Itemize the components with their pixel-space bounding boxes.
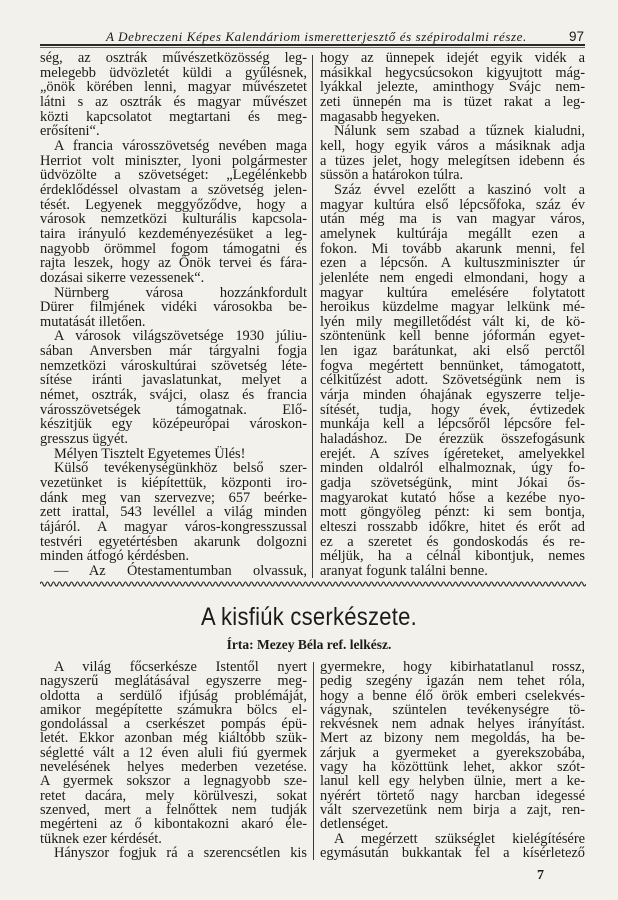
text-line: taira irányuló kezdeményezésüket a leg- [40,225,307,242]
text-line: nagyobb örömmel fogom támogatni és [40,240,307,257]
text-line: szenved, mert a felnőttek nem tudják [40,801,307,818]
text-line: dozásai sikerre vezessenek“. [40,269,205,286]
text-line: sítése iránti javaslatunkat, melyet a [40,372,307,389]
text-line: kell, hogy egyik város a másiknak adja [320,137,585,154]
text-line: vált szervezetünk nem birja a zajt, ren- [320,801,585,818]
text-line: ség, az osztrák művészetközösség leg- [40,50,307,66]
text-line: haladáshoz. De érezzük összefogásunk [320,431,585,448]
text-line: Herriot volt miniszter, lyoni polgármester [40,152,307,169]
text-line: méljük, ha a célnál kibontjuk, nemes [320,548,585,565]
text-line: gyermekre, hogy kibirhatatlanul rossz, [320,659,585,675]
text-line: tését. Legyenek meggyőződve, hogy a [40,196,307,213]
text-line: munkája kell a lépcsőről lépcsőre fel- [320,416,585,433]
text-line: A városok világszövetsége 1930 júliu- [54,328,307,345]
text-line: erősíteni“. [40,123,100,140]
paragraph [40,564,307,579]
text-line: célkitűzést adott. Szövetségünk nem is [320,372,585,389]
paragraph [320,183,585,579]
text-line: lyákkal jelezte, aminthogy Svájc nem- [320,79,585,96]
text-line: Nürnberg városa hozzánkfordult [54,284,307,301]
text-line: gadja szövetségünk, mint Jókai ős- [320,475,585,492]
text-line: dánk meg van szervezve; 657 beérke- [40,489,307,506]
column-divider-bottom [313,662,314,860]
header-rule [40,44,585,46]
text-line: elteszi rosszabb időkre, hitet és erőt ad [320,519,585,535]
text-line: fogva megértett bennünket, támogatott, [320,357,585,374]
page-number-bottom: 7 [537,868,544,883]
text-line: zett irattal, 543 levéllel a világ minden [40,504,307,521]
text-line: városszövetségek támogatnak. Elő- [40,401,307,418]
text-line: nevelésének helyes mederben vezetése. [40,759,307,776]
text-line: vezetünket is kiépítettük, központi iro- [40,475,307,492]
text-line: A francia városszövetség nevében maga [54,137,307,154]
text-line: gondolással a cserkészet pompás épü- [40,716,307,733]
text-line: aranyat fogunk találni benne. [320,562,488,579]
text-line: letét. Ekkor azonban még kiáltóbb szük- [40,730,307,747]
paragraph [40,329,307,446]
paragraph [40,51,307,139]
text-line: német, osztrák, svájci, olasz és francia [40,387,307,404]
text-line: retet dacára, mely körülveszi, sokat [40,787,307,804]
text-line: vágynak, szüntelen tevékenységre tö- [320,701,585,718]
text-line: fokon. Mi tovább akarunk menni, fel [320,240,585,257]
text-line: vagy ha közöttünk lehet, akkor szót- [320,759,585,776]
text-line: minden átfogó kérdésben. [40,548,190,565]
text-line: testvéri egyetértésben akarunk dolgozni [40,533,307,550]
paragraph [320,832,585,861]
text-line: hogy a benne élő örök emberi cselekvés- [320,687,585,704]
text-line: amelynek kultúrája megállt ezen a [320,225,585,242]
text-line: magyarokat kutató hőse a kezébe nyo- [320,489,585,506]
text-line: ezen a lépcsőn. A kultuszminiszter úr [320,255,585,272]
text-line: magyar kultúra emelésére folytatott [320,284,585,301]
column-divider-top [312,55,313,578]
text-line: magasabb hegyeken. [320,108,440,125]
text-line: a tüzes jelet, hogy melegítsen idebenn és [320,152,585,169]
text-line: zárjuk a gyermeket a gyerekszobába, [320,744,585,761]
text-line: detlenséget. [320,816,389,833]
text-line: magyar kultúra első lépcsőfoka, száz év [320,196,585,213]
text-line: rajta leszek, hogy az Önök tervei és fára- [40,255,307,272]
paragraph [320,124,585,183]
running-header-title: A Debreczeni Képes Kalendáriom ismeretterjesztő és szépirodalmi része. [106,29,527,44]
text-line: nemzetközi városkultúrai szövetség léte- [40,357,307,374]
article-byline: Írta: Mezey Béla ref. lelkész. [226,637,392,652]
text-line: sában Anversben már tárgyalni fogja [40,343,307,360]
text-line: után még ma is van magyar város, [320,211,585,228]
text-line: Száz évvel ezelőtt a kaszinó volt a [334,181,585,198]
text-line: „önök körében lenni, magyar művészetet [40,79,307,96]
paragraph [320,660,585,832]
wavy-divider [40,579,586,589]
text-line: tüknek ezer kérdését. [40,830,162,847]
text-line: Nálunk sem szabad a tűznek kialudni, [334,123,585,140]
text-line: zeti ünnepén ma is tüzet rakat a leg- [320,93,585,110]
text-line: melegebb üdvözletét küldi a gyűlésnek, [40,64,307,81]
text-line: ez a szeretet és gondoskodás és re- [320,533,585,550]
article-title: A kisfiúk cserkészete. [200,603,418,631]
text-line: nyérért törtető nagy harcban idegessé [320,787,585,804]
text-line: minden oldalról elhalmoznak, úgy fo- [320,460,585,477]
text-line: hogy az ünnepek idejét egyik vidék a [320,50,585,66]
text-line: lanul kell egy helyben ülnie, mert a ke- [320,773,585,790]
paragraph [40,660,307,846]
running-header [40,29,584,45]
text-line: A megérzett szükséglet kielégítésére [334,830,585,847]
text-line: A világ főcserkésze Istentől nyert [54,659,307,675]
text-line: Hányszor fogjuk rá a szerencsétlen kis [54,844,307,861]
header-rule-thin [40,47,585,48]
text-line: A gyermek sokszor a legnagyobb sze- [40,773,307,790]
text-line: amikor megépítette számukra bölcs el- [40,701,307,718]
column-bottom-right [320,660,585,860]
page-number-top: 97 [568,29,584,44]
paragraph [40,846,307,860]
text-line: üdvözölte a szövetséget: „Legélénkebb [40,167,307,184]
text-line: Dürer filmjének vidéki városokba be- [40,299,307,316]
text-line: ségletté vált a 12 éven aluli fiú gyermek [40,744,307,761]
text-line: erejét. A szíves ígéreteket, amelyekkel [320,445,585,462]
text-line: Mélyen Tisztelt Egyetemes Ülés! [54,445,246,462]
text-line: mott göngyöleg pénzt: ki sem bontja, [320,504,585,521]
text-line: pedig szegény igazán nem tehet róla, [320,673,585,690]
column-top-right [320,51,585,579]
text-line: Külső tevékenységünkhöz belső szer- [54,460,307,477]
text-line: oldotta a serdülő ifjúság problémáját, [40,687,307,704]
text-line: városok nemzetközi kulturális kapcsola- [40,211,307,228]
paragraph [40,139,307,286]
paragraph [320,51,585,124]
text-line: len igaz barátunkat, aki első perctől [320,343,585,360]
text-line: Mert az bizony nem megoldás, ha be- [320,730,585,747]
text-line: mutatását illetően. [40,313,146,330]
text-line: szöntenünk kell benne jóformán egyet- [320,328,585,345]
text-line: egymásután bukkantak fel a kísérletező [320,844,585,861]
column-top-left [40,51,307,579]
text-line: süssön a határokon túlra. [320,167,464,184]
text-line: megérteni az ő kibontakozni akaró éle- [40,816,307,833]
text-line: készitjük egy középeurópai városkon- [40,416,307,433]
text-line: jelenléte nem engedi elmondani, hogy a [320,269,585,286]
paragraph [40,286,307,330]
text-line: — Az Ótestamentumban olvassuk, [54,562,307,579]
text-line: érdeklődéssel olvastam a szövetség jelen- [40,181,307,198]
text-line: nagyszerű meglátásával egyszerre meg- [40,673,307,690]
text-line: látni s az osztrák és magyar művészet [40,93,307,110]
text-line: gresszus ügyét. [40,431,128,448]
text-line: rekvésnek nem adnak helyes irányítást. [320,716,585,733]
text-line: lyén mily megilletődést vált ki, de kö- [320,313,585,330]
text-line: tájáról. A magyar város-kongresszussal [40,519,307,535]
text-line: sítését, tudja, hogy évek, évtizedek [320,401,585,418]
text-line: közti kapcsolatot megtartani és meg- [40,108,307,125]
paragraph [40,461,307,564]
text-line: másikkal hegycsúcsokon kigyujtott mág- [320,64,585,81]
paragraph [40,447,307,462]
column-bottom-left [40,660,307,860]
text-line: várja minden óhajának egyszerre telje- [320,387,585,404]
text-line: heroikus küzdelme magyar lelkünk mé- [320,299,585,316]
